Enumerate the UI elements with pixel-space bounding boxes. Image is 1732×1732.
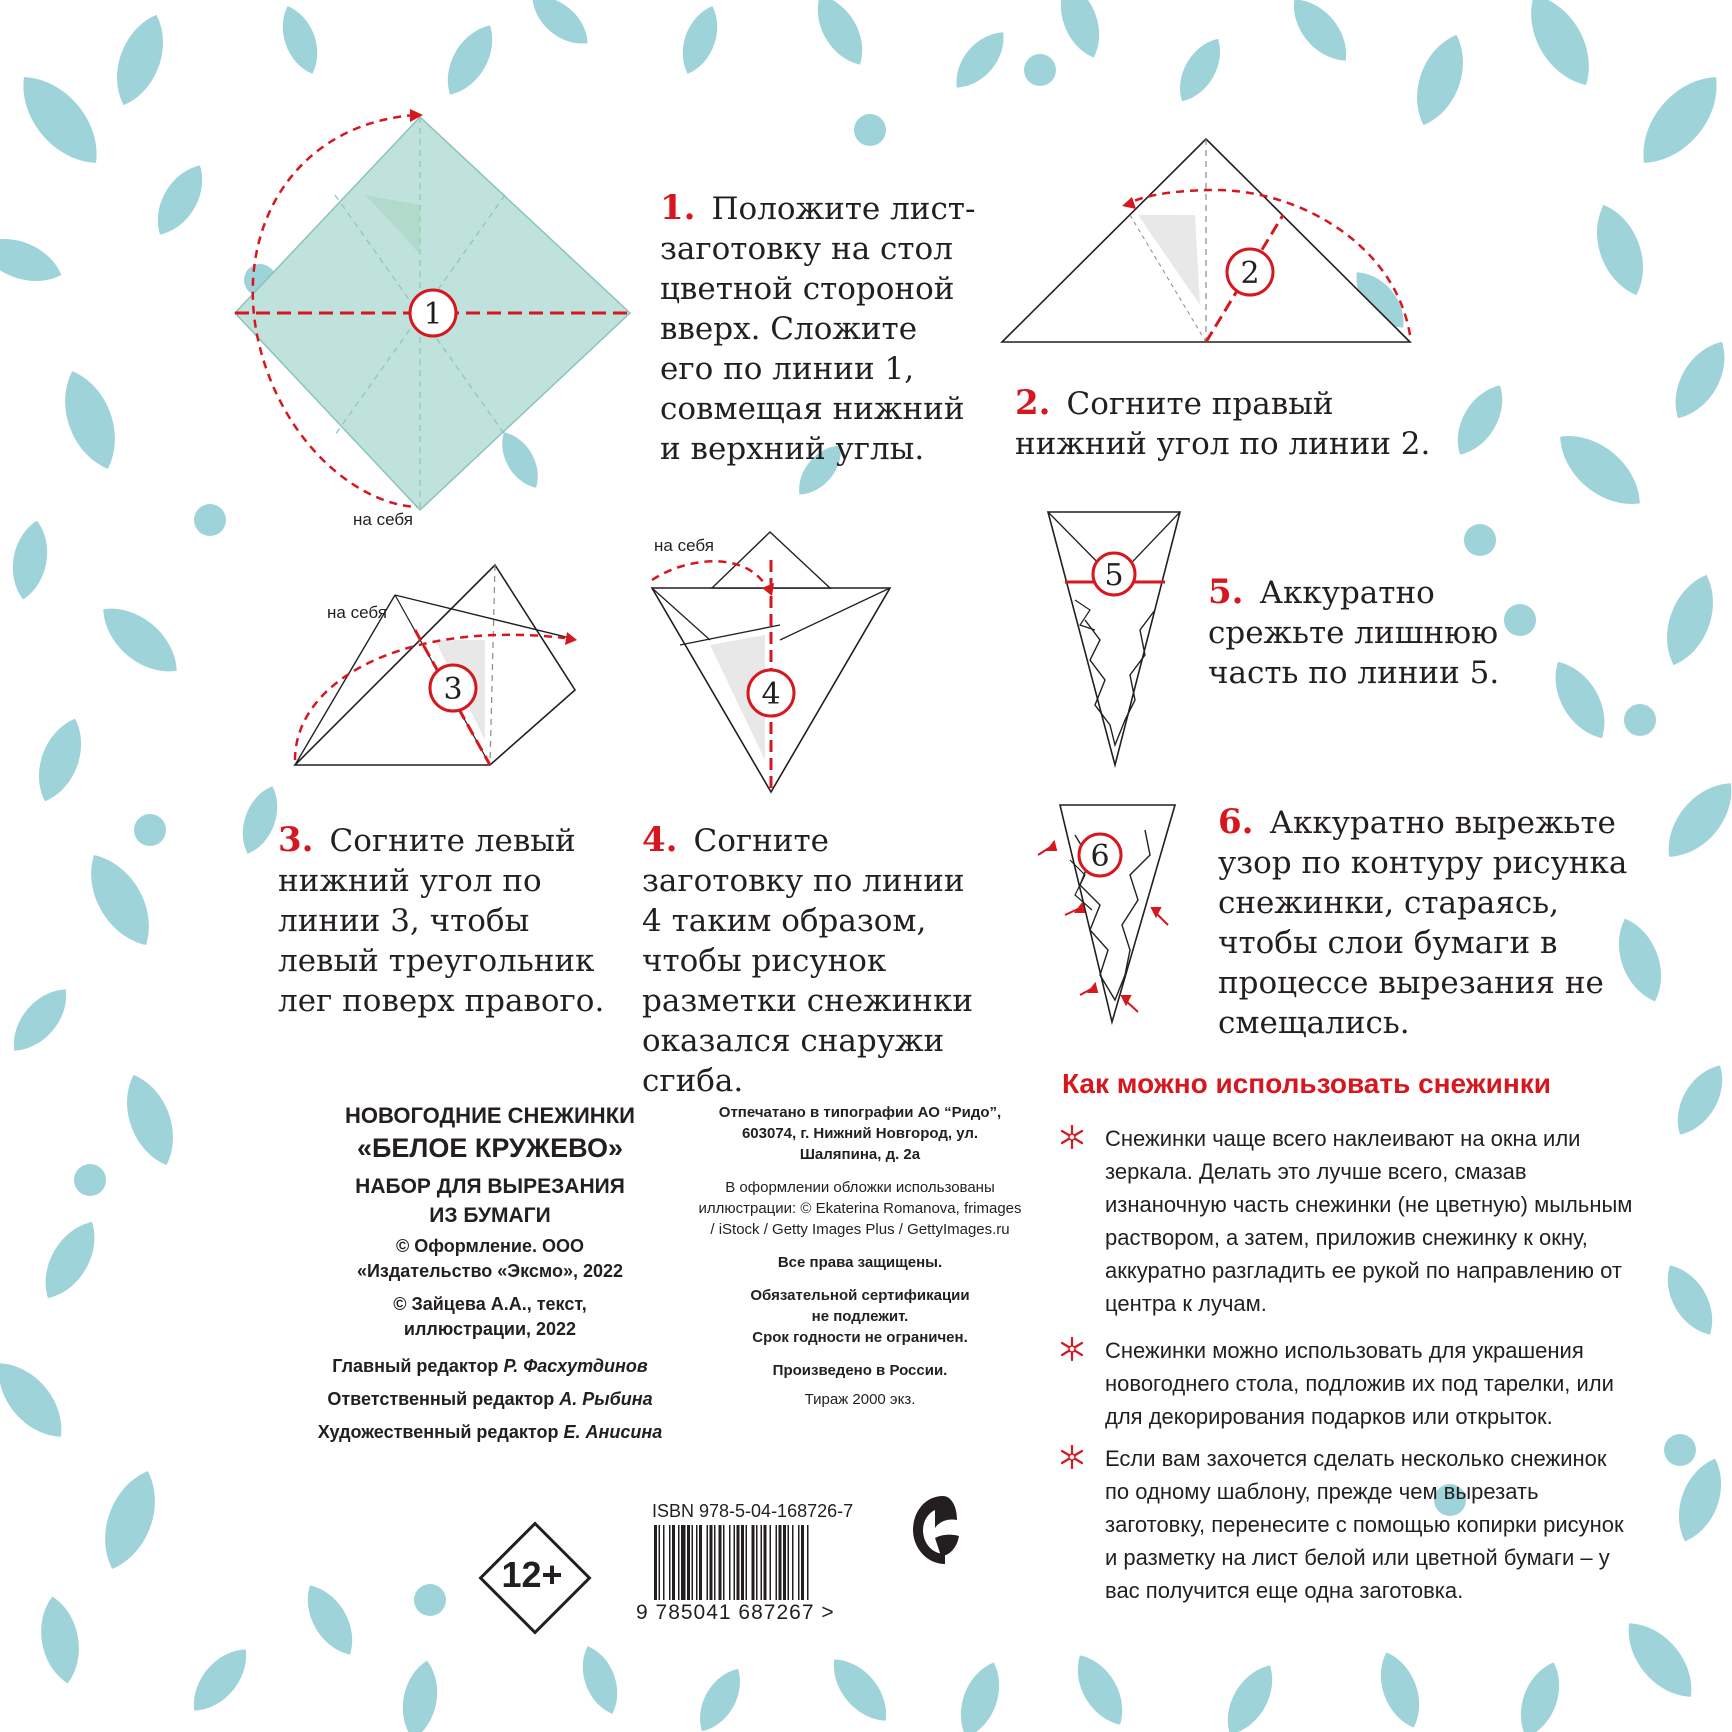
step-4-text (642, 820, 982, 1101)
step-3-body: Согните левый нижний угол по линии 3, чтобы левый треугольник лег поверх правого. (278, 823, 605, 1019)
rights-reserved: Все права защищены. (777, 1254, 943, 1271)
diagram-step-5 (1045, 510, 1195, 770)
barcode-bar (692, 1525, 694, 1600)
leaf-shape (523, 0, 597, 55)
leaf-shape (689, 1661, 751, 1732)
leaf-shape (1216, 1657, 1285, 1732)
diagram-step-6 (1030, 800, 1190, 1025)
step-5-body: Аккуратно срежьте лишнюю часть по линии 5. (1208, 575, 1500, 691)
berry-shape (854, 114, 886, 146)
print-run: Тираж 2000 экз. (804, 1391, 916, 1408)
toward-self-label-3: на себя (327, 603, 387, 622)
art-editor-name: Е. Анисина (563, 1422, 663, 1442)
leaf-shape (397, 1658, 443, 1732)
barcode-bar (761, 1525, 763, 1600)
berry-shape (1024, 54, 1056, 86)
leaf-shape (1668, 1452, 1732, 1547)
leaf-shape (1051, 0, 1109, 63)
made-in-russia: Произведено в России. (772, 1362, 948, 1379)
leaf-shape (115, 1068, 185, 1172)
step-1-text (660, 188, 980, 469)
barcode-bar (792, 1525, 794, 1600)
leaf-shape (28, 712, 92, 807)
leaf-shape (32, 1213, 107, 1307)
leaf-shape (1626, 62, 1732, 177)
leaf-shape (1656, 1257, 1725, 1343)
use-item-2-text: Снежинки можно использовать для украшения новогоднего стола, подложив их под тарелки, или для декорирования подарков или открыток. (1105, 1338, 1614, 1429)
barcode-bar (752, 1525, 755, 1600)
leaf-shape (951, 1657, 1009, 1732)
art-editor-label: Художественный редактор (317, 1422, 559, 1442)
age-rating-text: 12+ (501, 1554, 563, 1595)
resp-editor-line (300, 1383, 680, 1416)
barcode-digits: 9 785041 687267 > (636, 1601, 835, 1624)
use-item-2 (1105, 1334, 1650, 1433)
book-title: «БЕЛОЕ КРУЖЕВО» (356, 1133, 624, 1163)
leaf-shape (1655, 568, 1725, 672)
certification-note: Обязательной сертификации не подлежит. (750, 1287, 970, 1325)
chief-editor-name: Р. Фасхутдинов (503, 1356, 648, 1376)
snowflake-bullet-icon (1059, 1336, 1085, 1362)
book-series-title: НОВОГОДНИЕ СНЕЖИНКИ (345, 1103, 635, 1128)
step-1-number: 1. (660, 188, 696, 228)
barcode-bar (723, 1525, 725, 1600)
leaf-shape (1666, 1057, 1732, 1143)
barcode-bar (746, 1525, 748, 1600)
step-6-text (1218, 802, 1658, 1043)
berry-shape (194, 504, 226, 536)
fold-marker-5: 5 (1104, 558, 1124, 593)
fold-marker-6: 6 (1090, 839, 1110, 874)
barcode-bar (659, 1525, 661, 1600)
fold-marker-2: 2 (1240, 256, 1260, 291)
imprint-block (300, 1102, 680, 1449)
illustration-credits: В оформлении обложки использованы иллюстрации: © Ekaterina Romanova, frimages / iStock / Getty Images Plus / GettyImages.ru (698, 1179, 1022, 1238)
leaf-shape (92, 1464, 168, 1576)
step-4-number: 4. (642, 820, 678, 860)
barcode-bar (807, 1525, 809, 1600)
leaf-shape (1546, 420, 1653, 520)
leaf-shape (1169, 31, 1231, 108)
leaf-shape (0, 228, 68, 292)
berry-shape (1464, 524, 1496, 556)
uses-title: Как можно использовать снежинки (1062, 1068, 1551, 1099)
age-rating-badge (477, 1520, 587, 1630)
leaf-shape (806, 0, 875, 73)
step-2-text (1015, 383, 1435, 464)
chief-editor-line (300, 1350, 680, 1383)
use-item-3 (1105, 1442, 1635, 1607)
leaf-shape (674, 1, 727, 79)
step-6-number: 6. (1218, 802, 1254, 842)
berry-shape (414, 1584, 446, 1616)
toward-self-label-1: на себя (353, 510, 413, 529)
leaf-shape (1371, 1647, 1429, 1732)
step-6-body: Аккуратно вырежьте узор по контуру рисунка снежинки, стараясь, чтобы слои бумаги в процессе вырезания не смещались. (1218, 805, 1628, 1041)
isbn-label: ISBN 978-5-04-168726-7 (652, 1501, 854, 1521)
leaf-shape (91, 594, 190, 686)
art-editor-line (300, 1416, 680, 1449)
barcode-bar (681, 1525, 686, 1600)
leaf-shape (296, 1577, 365, 1663)
printed-by: Отпечатано в типографии АО “Ридо”, 603074, г. Нижний Новгород, ул. Шаляпина, д. 2а (718, 1104, 1002, 1163)
diagram-step-2 (1000, 135, 1420, 350)
barcode-bar (699, 1525, 702, 1600)
barcode-bars (654, 1525, 879, 1600)
leaf-shape (1446, 377, 1515, 463)
step-2-body: Согните правый нижний угол по линии 2. (1015, 386, 1431, 462)
leaf-shape (146, 157, 215, 243)
leaf-shape (945, 23, 1014, 97)
step-1-body: Положите лист-заготовку на стол цветной стороной вверх. Сложите его по линии 1, совмещая нижний и верхний углы. (660, 191, 976, 467)
barcode-bar (764, 1525, 767, 1600)
snowflake-bullet-icon (1059, 1444, 1085, 1470)
leaf-shape (1515, 0, 1604, 96)
copyright-design: © Оформление. ООО «Издательство «Эксмо», 2022 (356, 1236, 624, 1281)
leaf-shape (574, 1641, 627, 1719)
barcode-bar (798, 1525, 800, 1600)
step-5-text (1208, 572, 1568, 693)
resp-editor-name: А. Рыбина (559, 1389, 653, 1409)
leaf-shape (0, 1351, 76, 1450)
step-5-number: 5. (1208, 572, 1244, 612)
barcode-bar (734, 1525, 736, 1600)
fold-marker-1: 1 (423, 297, 443, 332)
step-3-text (278, 820, 608, 1021)
leaf-shape (7, 518, 53, 603)
leaf-shape (436, 17, 505, 103)
leaf-shape (1614, 1611, 1706, 1710)
fold-marker-4: 4 (761, 677, 781, 712)
barcode-bar (669, 1525, 671, 1600)
leaf-shape (52, 364, 128, 476)
berry-shape (1624, 704, 1656, 736)
barcode-bar (663, 1525, 665, 1600)
diagram-step-1 (225, 105, 645, 545)
resp-editor-label: Ответственный редактор (327, 1389, 555, 1409)
leaf-shape (6, 62, 113, 177)
leaf-shape (1066, 1647, 1135, 1732)
leaf-shape (2, 979, 79, 1061)
berry-shape (134, 814, 166, 846)
barcode-bar (783, 1525, 786, 1600)
barcode-bar (714, 1525, 716, 1600)
barcode-bar (729, 1525, 731, 1600)
toward-self-label-4: на себя (654, 536, 714, 555)
leaf-shape (1654, 771, 1732, 870)
step-4-body: Согните заготовку по линии 4 таким образом, чтобы рисунок разметки снежинки оказался снаружи сгиба. (642, 823, 973, 1099)
leaf-shape (1511, 1657, 1569, 1732)
barcode-bar (719, 1525, 722, 1600)
use-item-1-text: Снежинки чаще всего наклеивают на окна или зеркала. Делать это лучше всего, смазав изнаночную часть снежинки (не цветную) мыльным раствором, а затем, приложив снежинку к окну, аккуратно разгладить ее рукой по направлению от центра к лучам. (1105, 1126, 1633, 1316)
barcode-bar (710, 1525, 713, 1600)
barcode-bar (779, 1525, 782, 1600)
diagram-step-4 (650, 530, 900, 795)
barcode-bar (788, 1525, 790, 1600)
leaf-shape (1662, 333, 1732, 427)
barcode-bar (707, 1525, 709, 1600)
leaf-shape (1282, 0, 1359, 71)
use-item-3-text: Если вам захочется сделать несколько снежинок по одному шаблону, прежде чем вырезать заготовку, перенесите с помощью копирки рисунок и разметку на лист белой или цветной бумаги – у вас получится еще одна заготовка. (1105, 1446, 1624, 1603)
snowflake-bullet-icon (1059, 1124, 1085, 1150)
step-3-number: 3. (278, 820, 314, 860)
print-info-block (695, 1102, 1025, 1410)
leaf-shape (105, 8, 175, 112)
copyright-author: © Зайцева А.А., текст, иллюстрации, 2022 (393, 1294, 587, 1339)
fold-marker-3: 3 (443, 672, 463, 707)
leaf-shape (274, 1, 327, 79)
barcode-bar (737, 1525, 740, 1600)
barcode-block (630, 1497, 895, 1627)
leaf-shape (182, 1639, 259, 1721)
eksmo-logo-icon (905, 1490, 965, 1570)
barcode-bar (672, 1525, 675, 1600)
barcode-bar (678, 1525, 680, 1600)
barcode-bar (801, 1525, 804, 1600)
barcode-bar (696, 1525, 698, 1600)
leaf-shape (1405, 28, 1475, 132)
barcode-bar (741, 1525, 744, 1600)
leaf-shape (822, 1649, 899, 1731)
chief-editor-label: Главный редактор (332, 1356, 499, 1376)
barcode-bar (756, 1525, 758, 1600)
leaf-shape (75, 844, 164, 956)
barcode-bar (770, 1525, 772, 1600)
leaf-shape (1585, 198, 1655, 302)
shelf-life-note: Срок годности не ограничен. (752, 1329, 968, 1346)
step-2-number: 2. (1015, 383, 1051, 423)
barcode-bar (654, 1525, 657, 1600)
barcode-bar (687, 1525, 690, 1600)
book-subtitle: НАБОР ДЛЯ ВЫРЕЗАНИЯ ИЗ БУМАГИ (355, 1175, 625, 1227)
diagram-step-3 (285, 560, 585, 775)
barcode-bar (776, 1525, 778, 1600)
berry-shape (1664, 1434, 1696, 1466)
use-item-1 (1105, 1122, 1640, 1320)
leaf-shape (34, 1594, 85, 1687)
berry-shape (74, 1164, 106, 1196)
